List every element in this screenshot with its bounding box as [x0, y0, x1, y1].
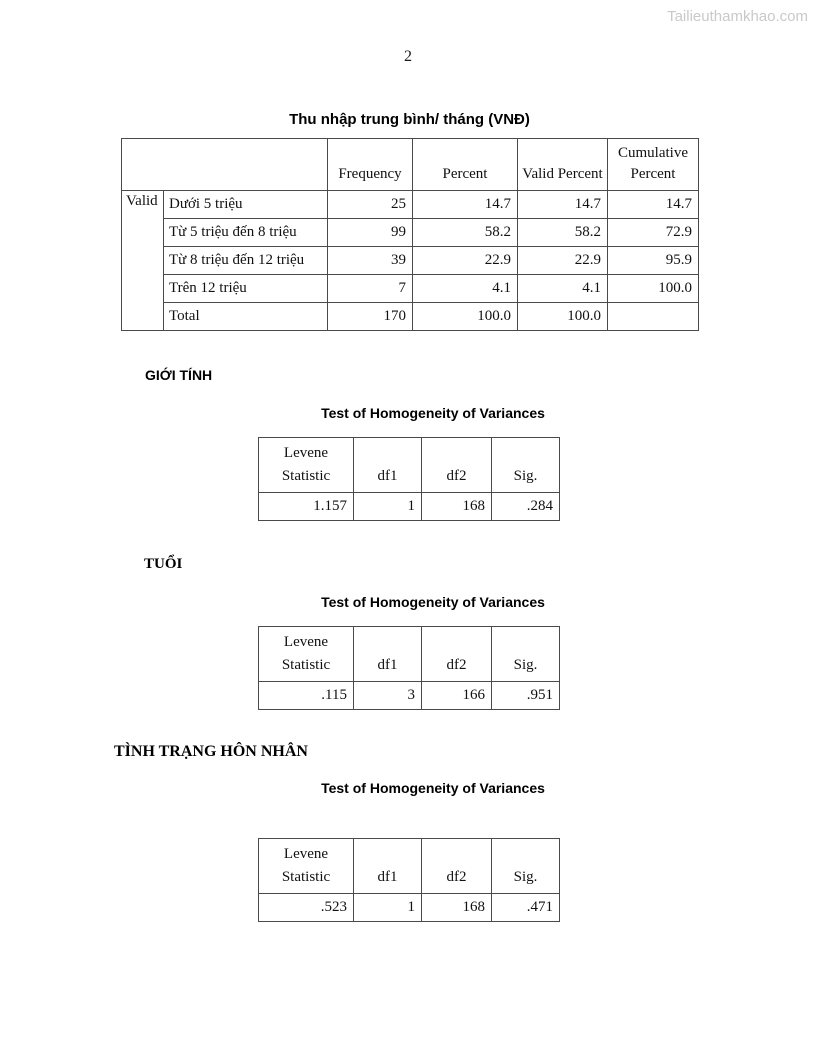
- frequency-cell: 99: [328, 219, 413, 247]
- valid-percent-cell: 22.9: [518, 247, 608, 275]
- table-row: [122, 275, 699, 303]
- cumulative-percent-cell: 100.0: [608, 275, 699, 303]
- levene-statistic-value: 1.157: [259, 493, 354, 521]
- levene-statistic-value: .523: [259, 894, 354, 922]
- section-heading-tinh-trang-hon-nhan: TÌNH TRẠNG HÔN NHÂN: [114, 743, 308, 760]
- cumulative-percent-cell: 95.9: [608, 247, 699, 275]
- column-header-sig: Sig.: [492, 839, 560, 894]
- frequency-cell: 25: [328, 191, 413, 219]
- df2-value: 168: [422, 894, 492, 922]
- sig-value: .471: [492, 894, 560, 922]
- row-label: Từ 5 triệu đến 8 triệu: [164, 219, 328, 247]
- table-header-row: [122, 139, 699, 191]
- frequency-cell: 7: [328, 275, 413, 303]
- column-header-percent: Percent: [413, 139, 518, 191]
- valid-percent-cell: 14.7: [518, 191, 608, 219]
- column-header-frequency: Frequency: [328, 139, 413, 191]
- column-header-valid-percent: Valid Percent: [518, 139, 608, 191]
- table-header-row: [259, 839, 560, 894]
- row-group-label: Valid: [122, 191, 164, 331]
- page-number: 2: [404, 48, 412, 65]
- column-header-levene-statistic: Levene Statistic: [259, 627, 354, 682]
- homogeneity-table-title: Test of Homogeneity of Variances: [321, 780, 545, 796]
- table-row: [259, 493, 560, 521]
- df1-value: 1: [354, 493, 422, 521]
- cumulative-percent-cell: 72.9: [608, 219, 699, 247]
- section-heading-tuoi: TUỔI: [144, 556, 183, 572]
- column-header-df1: df1: [354, 839, 422, 894]
- percent-cell: 14.7: [413, 191, 518, 219]
- table-row: [122, 247, 699, 275]
- column-header-sig: Sig.: [492, 438, 560, 493]
- cumulative-percent-cell: 14.7: [608, 191, 699, 219]
- levene-statistic-value: .115: [259, 682, 354, 710]
- row-label: Trên 12 triệu: [164, 275, 328, 303]
- df2-value: 168: [422, 493, 492, 521]
- table-row: [259, 682, 560, 710]
- column-header-levene-statistic: Levene Statistic: [259, 438, 354, 493]
- column-header-df2: df2: [422, 839, 492, 894]
- frequency-cell: 39: [328, 247, 413, 275]
- cumulative-percent-cell: [608, 303, 699, 331]
- percent-cell: 4.1: [413, 275, 518, 303]
- table-row: [122, 219, 699, 247]
- column-header-sig: Sig.: [492, 627, 560, 682]
- empty-corner-cell: [122, 139, 328, 191]
- levene-table-gioi-tinh: [258, 437, 560, 521]
- section-heading-gioi-tinh: GIỚI TÍNH: [145, 367, 213, 383]
- income-frequency-table: [121, 138, 699, 331]
- column-header-df2: df2: [422, 627, 492, 682]
- sig-value: .284: [492, 493, 560, 521]
- df1-value: 1: [354, 894, 422, 922]
- table-row-total: [122, 303, 699, 331]
- percent-cell: 22.9: [413, 247, 518, 275]
- homogeneity-table-title: Test of Homogeneity of Variances: [321, 405, 545, 421]
- frequency-cell: 170: [328, 303, 413, 331]
- row-label: Từ 8 triệu đến 12 triệu: [164, 247, 328, 275]
- valid-percent-cell: 58.2: [518, 219, 608, 247]
- table-header-row: [259, 627, 560, 682]
- percent-cell: 58.2: [413, 219, 518, 247]
- levene-table-tuoi: [258, 626, 560, 710]
- sig-value: .951: [492, 682, 560, 710]
- table-row: [259, 894, 560, 922]
- column-header-levene-statistic: Levene Statistic: [259, 839, 354, 894]
- column-header-df2: df2: [422, 438, 492, 493]
- df1-value: 3: [354, 682, 422, 710]
- levene-table-tinh-trang-hon-nhan: [258, 838, 560, 922]
- income-table-title: Thu nhập trung bình/ tháng (VNĐ): [289, 111, 530, 128]
- homogeneity-table-title: Test of Homogeneity of Variances: [321, 594, 545, 610]
- watermark: Tailieuthamkhao.com: [667, 8, 808, 25]
- valid-percent-cell: 100.0: [518, 303, 608, 331]
- table-header-row: [259, 438, 560, 493]
- column-header-df1: df1: [354, 627, 422, 682]
- table-row: [122, 191, 699, 219]
- percent-cell: 100.0: [413, 303, 518, 331]
- df2-value: 166: [422, 682, 492, 710]
- row-label: Dưới 5 triệu: [164, 191, 328, 219]
- valid-percent-cell: 4.1: [518, 275, 608, 303]
- row-label: Total: [164, 303, 328, 331]
- column-header-df1: df1: [354, 438, 422, 493]
- column-header-cumulative-percent: Cumulative Percent: [608, 139, 699, 191]
